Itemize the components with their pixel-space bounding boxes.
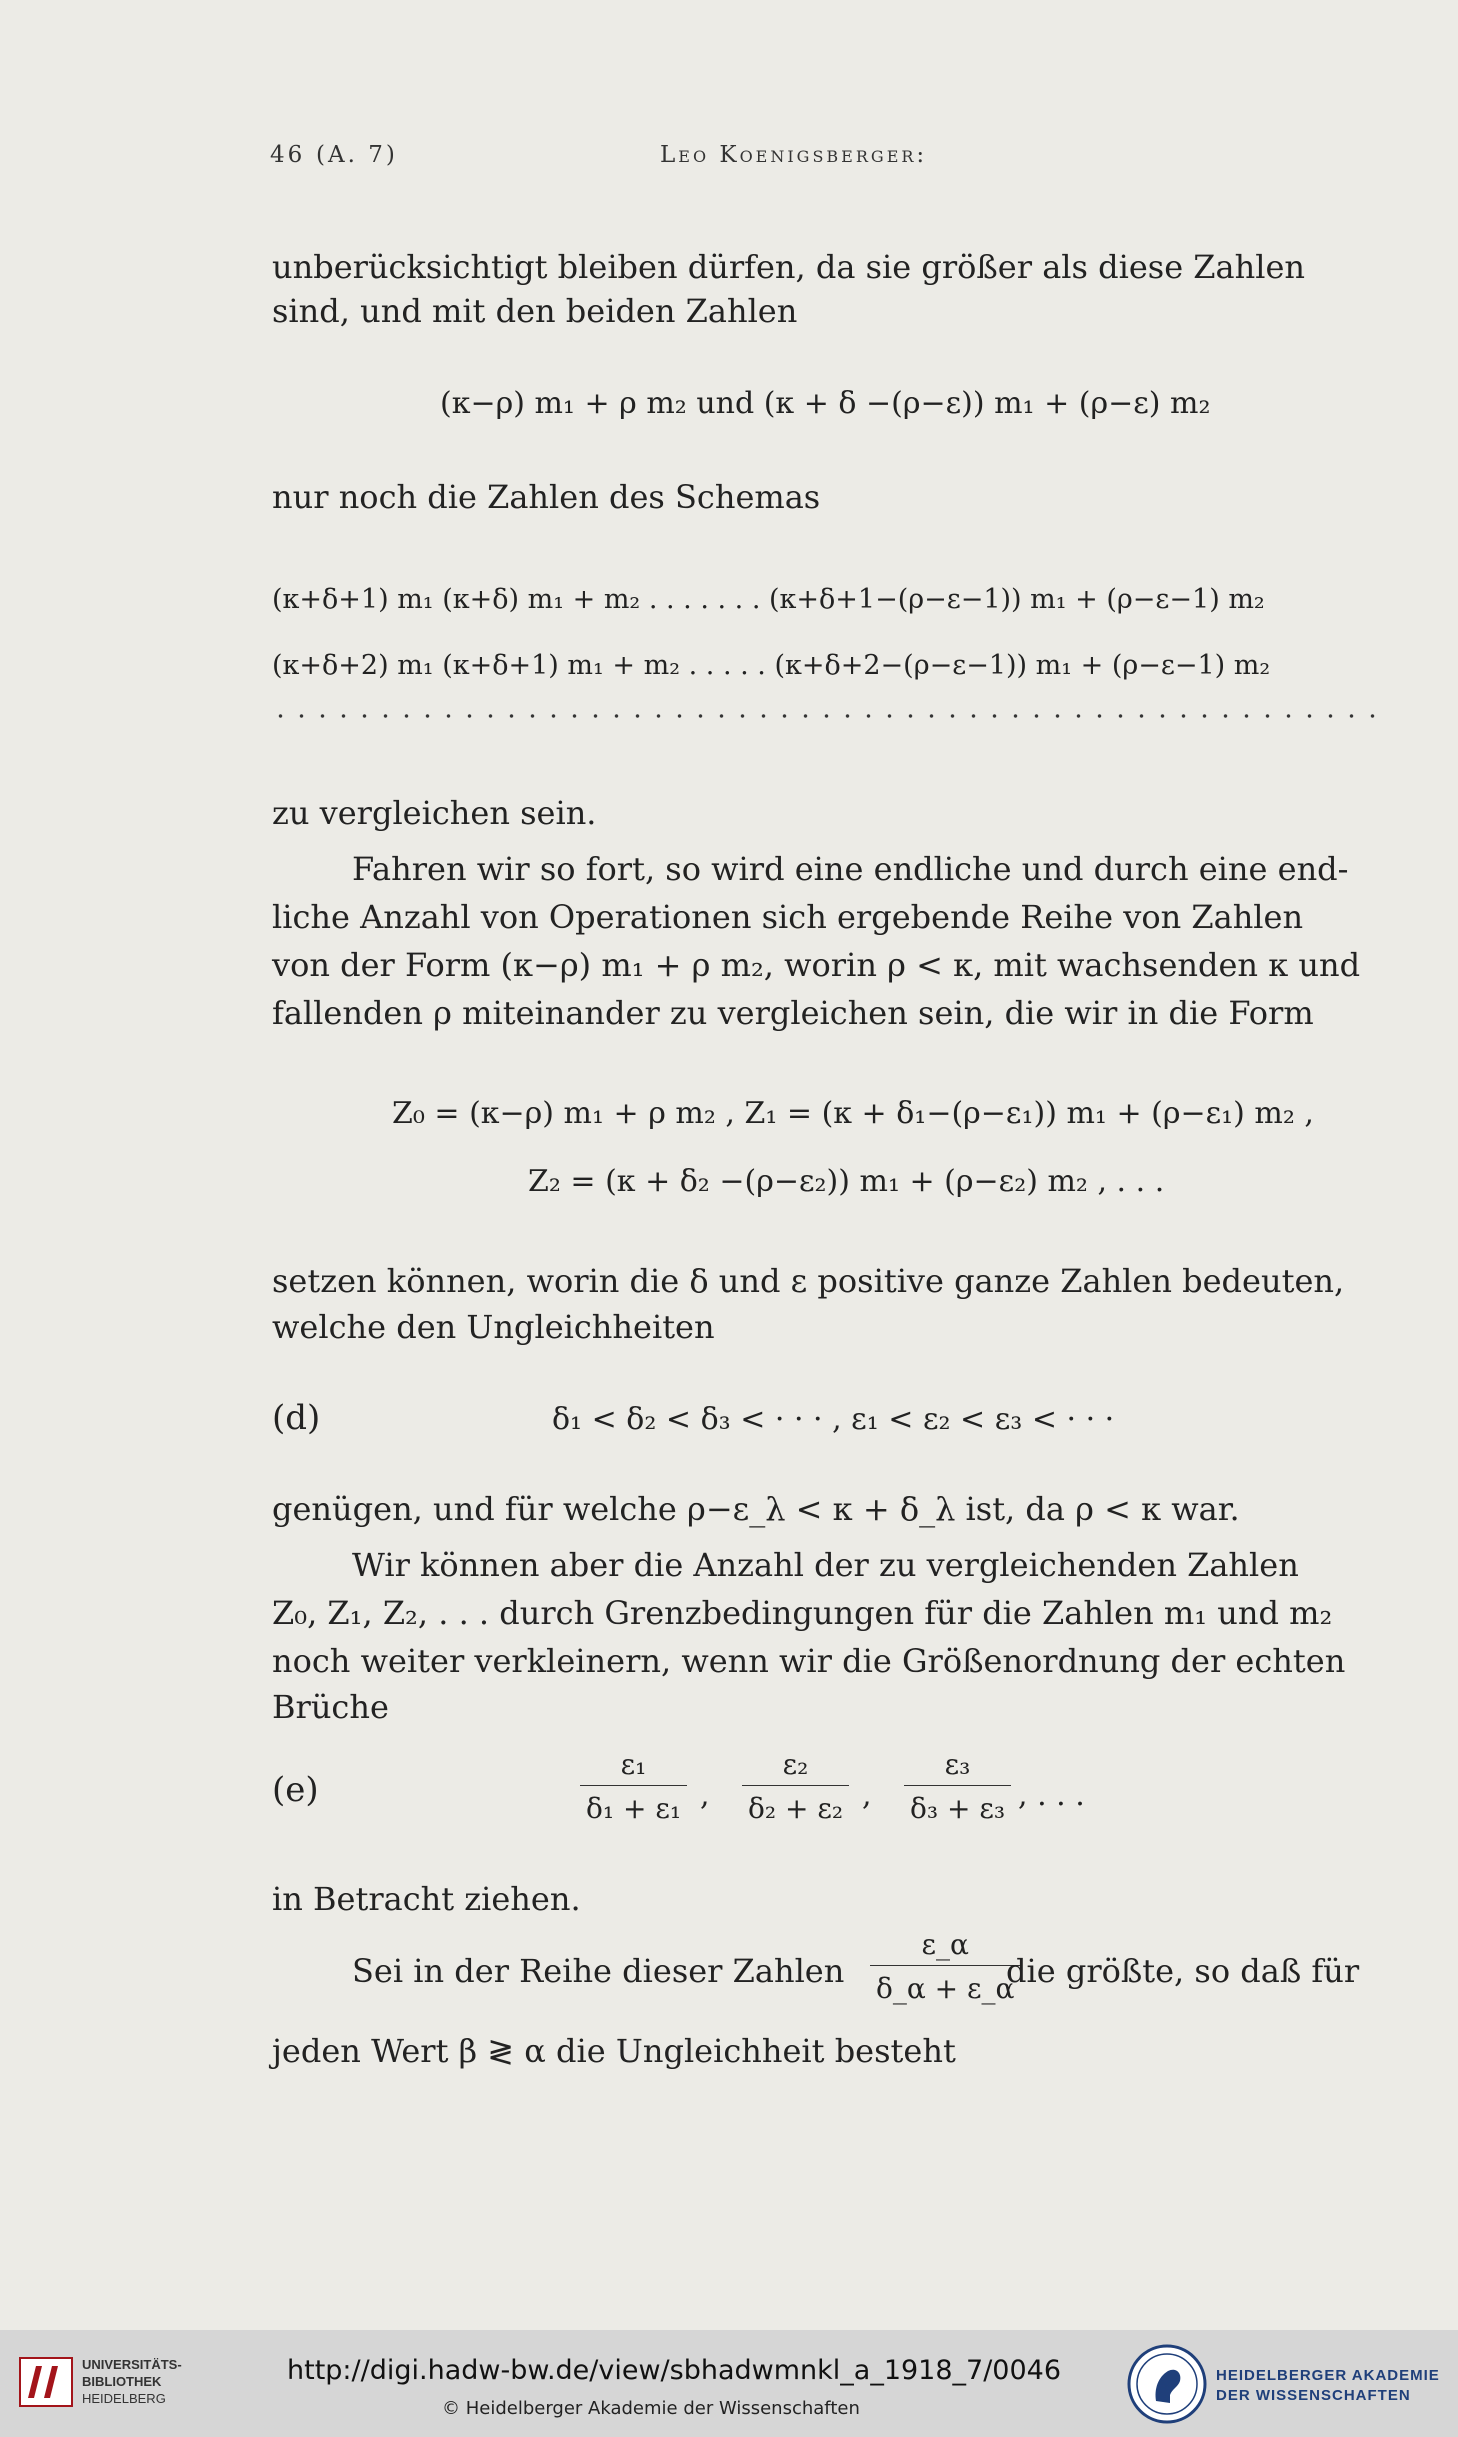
- fraction-denominator: δ₁ + ε₁: [580, 1785, 687, 1825]
- text-line: fallenden ρ miteinander zu vergleichen sein, die wir in die Form: [272, 994, 1314, 1032]
- fraction-denominator: δ₂ + ε₂: [742, 1785, 849, 1825]
- fraction-numerator: ε₂: [782, 1748, 809, 1781]
- fraction-numerator: ε₃: [944, 1748, 971, 1781]
- source-url-link[interactable]: http://digi.hadw-bw.de/view/sbhadwmnkl_a_1918_7/0046: [287, 2355, 1062, 2386]
- fraction: [870, 1928, 1020, 2005]
- fraction-denominator: δ₃ + ε₃: [904, 1785, 1011, 1825]
- academy-name-line: DER WISSENSCHAFTEN: [1216, 2387, 1411, 2404]
- text-line: Sei in der Reihe dieser Zahlen: [352, 1952, 845, 1990]
- section-ref: (A. 7): [316, 142, 398, 168]
- text-line: Z₀, Z₁, Z₂, . . . durch Grenzbedingungen für die Zahlen m₁ und m₂: [272, 1594, 1333, 1632]
- text-line: jeden Wert β ≷ α die Ungleichheit besteht: [272, 2032, 956, 2070]
- equation-label: (d): [272, 1398, 321, 1438]
- text-line: Wir können aber die Anzahl der zu vergleichenden Zahlen: [352, 1546, 1299, 1584]
- library-name-line: BIBLIOTHEK: [82, 2374, 162, 2389]
- fraction-numerator: ε₁: [620, 1748, 647, 1781]
- copyright-notice: © Heidelberger Akademie der Wissenschaften: [442, 2398, 860, 2419]
- text-line: liche Anzahl von Operationen sich ergebende Reihe von Zahlen: [272, 898, 1304, 936]
- text-line: in Betracht ziehen.: [272, 1880, 581, 1918]
- library-name-line: HEIDELBERG: [82, 2391, 166, 2406]
- dotted-continuation: [270, 713, 1385, 719]
- separator: ,: [700, 1778, 710, 1813]
- text-line: die größte, so daß für: [1006, 1952, 1360, 1990]
- separator: ,: [862, 1778, 872, 1813]
- equation: Z₀ = (κ−ρ) m₁ + ρ m₂ , Z₁ = (κ + δ₁−(ρ−ε₁)) m₁ + (ρ−ε₁) m₂ ,: [392, 1096, 1314, 1131]
- equation-label: (e): [272, 1770, 319, 1810]
- continuation: , . . .: [1018, 1778, 1085, 1813]
- schema-row: (κ+δ+1) m₁ (κ+δ) m₁ + m₂ . . . . . . . (κ+δ+1−(ρ−ε−1)) m₁ + (ρ−ε−1) m₂: [272, 584, 1265, 615]
- running-head-author: Leo Koenigsberger:: [660, 142, 928, 168]
- text-line: Brüche: [272, 1688, 389, 1726]
- text-line: genügen, und für welche ρ−ε_λ < κ + δ_λ ist, da ρ < κ war.: [272, 1490, 1240, 1528]
- text-line: Fahren wir so fort, so wird eine endliche und durch eine end-: [352, 850, 1349, 888]
- academy-name-line: HEIDELBERGER AKADEMIE: [1216, 2367, 1440, 2384]
- text-line: nur noch die Zahlen des Schemas: [272, 478, 821, 516]
- text-line: unberücksichtigt bleiben dürfen, da sie größer als diese Zahlen: [272, 248, 1305, 286]
- equation: δ₁ < δ₂ < δ₃ < · · · , ε₁ < ε₂ < ε₃ < · · ·: [552, 1402, 1115, 1437]
- page-number: 46: [270, 142, 306, 168]
- library-name-line: UNIVERSITÄTS-: [82, 2357, 182, 2372]
- equation: (κ−ρ) m₁ + ρ m₂ und (κ + δ −(ρ−ε)) m₁ + (ρ−ε) m₂: [440, 386, 1211, 421]
- university-library-logo-icon: [18, 2354, 74, 2410]
- text-line: setzen können, worin die δ und ε positive ganze Zahlen bedeuten,: [272, 1262, 1345, 1300]
- fraction-denominator: δ_α + ε_α: [870, 1965, 1020, 2005]
- fraction: [580, 1748, 687, 1825]
- text-line: noch weiter verkleinern, wenn wir die Größenordnung der echten: [272, 1642, 1346, 1680]
- equation: Z₂ = (κ + δ₂ −(ρ−ε₂)) m₁ + (ρ−ε₂) m₂ , . . .: [528, 1164, 1165, 1199]
- text-line: welche den Ungleichheiten: [272, 1308, 715, 1346]
- fraction: [904, 1748, 1011, 1825]
- text-line: sind, und mit den beiden Zahlen: [272, 292, 798, 330]
- fraction: [742, 1748, 849, 1825]
- fraction-numerator: ε_α: [921, 1928, 969, 1961]
- academy-seal-icon: [1126, 2343, 1208, 2425]
- text-line: von der Form (κ−ρ) m₁ + ρ m₂, worin ρ < κ, mit wachsenden κ und: [272, 946, 1361, 984]
- text-line: zu vergleichen sein.: [272, 794, 597, 832]
- schema-row: (κ+δ+2) m₁ (κ+δ+1) m₁ + m₂ . . . . . (κ+δ+2−(ρ−ε−1)) m₁ + (ρ−ε−1) m₂: [272, 650, 1271, 681]
